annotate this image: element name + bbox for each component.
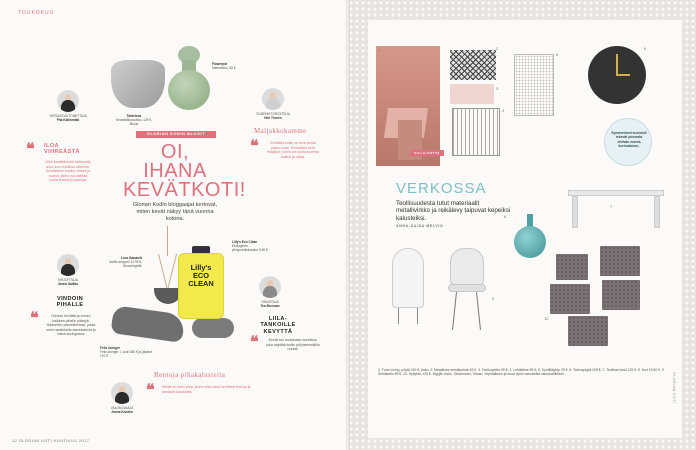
blog-ribbon: GLORIAN KODIN BLOGIT	[136, 131, 216, 138]
blogger-5-text: Meillä on pieni piha, jonne etsin tänä keväänä rentoja ja kestäviä kalusteita.	[162, 385, 251, 394]
product-credits: 1. Form Living -pöytä 249 €, Asko. 2. Metallinen seinäkoriste 49 €. 3. Torkkupeitto 39 €. 4. Lehtiteline 59 €. 5. Kynttilälyhty 29 €. 6. Sohvapöytä 199 €. 7. Teollinen tuoli 129 €. 8. Kori 19,90 €. 9. Seinäkello 89 €. 10. Hyllykkö 149 €. Myyjät: Asko, Stockmann, Tiimari, Vepsäläinen ja muut hyvin varustellut sisustusliikkeet.	[378, 368, 665, 377]
headline-line-1: OI,	[160, 141, 190, 163]
section-label: TOUKOKUU	[18, 10, 55, 16]
right-title: VERKOSSA	[396, 180, 487, 197]
item-number-7: 7	[610, 204, 613, 209]
crates-image	[550, 246, 650, 346]
avatar-heli	[262, 88, 284, 110]
headline-line-2: IHANA	[143, 160, 207, 182]
bubble-text: Symmetriset kuviointi tekevät pinnasta ehtivän monta kurinaisinen.	[611, 131, 647, 148]
quote-mark-1-icon: ❝	[26, 141, 35, 158]
vertical-brand-text: GLORIAN KOTI	[672, 372, 676, 404]
headline-line-3: KEVÄTKOTI!	[123, 179, 246, 201]
avatar-jonna-kiviaho	[111, 382, 133, 404]
item-number-8: 8	[504, 214, 507, 219]
headline	[123, 141, 246, 201]
blanket-image	[450, 84, 494, 104]
quote-mark-3-icon: ❝	[250, 138, 259, 155]
blogger-2-credit: KIRJOITTAJA Jonna Saikku	[57, 278, 79, 286]
byline: ANNA-KAISA MELVIO	[396, 224, 444, 228]
avatar-piia	[57, 90, 79, 112]
chair-image	[444, 248, 490, 332]
mesh-panel-image	[450, 50, 496, 80]
blogger-5-title: Rentoja pihakalusteita	[154, 371, 226, 379]
item-number-4: 4	[502, 108, 505, 113]
blogger-1-title: ILOA VIHREÄSTÄ	[44, 143, 80, 156]
right-ribbon: VILLILUOTTA	[410, 150, 444, 156]
page-gutter	[346, 0, 350, 450]
item-number-6: 6	[644, 46, 647, 51]
pink-scene-image	[376, 46, 440, 166]
avatar-jonna-saikku	[57, 254, 79, 276]
blogger-1-text: Olen kevättä kohti käännetty aina, kun huhtikuu lähenee. Kevääseen kuuluu vihreä ja ruukut, joihin voi vaihtaa uusia kukkia ja kasveja.	[45, 160, 91, 183]
lead-text: Glorian Kodin bloggaajat kertovat, miten kevät näkyy tänä vuonna kotona.	[132, 202, 218, 222]
item-number-2: 2	[496, 46, 499, 51]
blogger-5-credit: VALOKUVAAJA Jonna Kiviaho	[110, 406, 134, 414]
hanger-caption: Lora Ihananiit Judith-amppeli 12,95 €, Bloomingville	[108, 256, 142, 268]
item-number-1: 1	[378, 48, 381, 53]
grey-vase-image	[107, 58, 169, 110]
lounger-caption: Felix lounger Felix-lounger 1 -tuoli 380 € ja jakkara 170 €	[100, 346, 153, 358]
magazine-rack-image	[452, 108, 500, 156]
right-lead: Teollisuudesta tutut materiaalit metallivirkko ja reikälevy taipuvat kepeiksi kalusteiksi.	[396, 200, 511, 222]
blogger-2-title: VINDOIN PIHALLE	[56, 296, 84, 309]
soap-bottle-image	[174, 246, 228, 320]
item-number-9: 9	[492, 296, 495, 301]
item-number-10: 10	[544, 316, 549, 321]
soap-caption: Lilly's Eco Clean Ekologinen yleispuhdistusaine 5,90 €	[232, 240, 268, 252]
avatar-tea	[259, 276, 281, 298]
blogger-4-title: LIILA-TANKOILLE KEVYTTÄ	[260, 316, 296, 335]
vase-caption: Taideteos Keramiikkaruukku, 129 €, Muuto	[116, 114, 152, 126]
lantern-image	[514, 54, 554, 116]
blogger-1-credit: VIERAILEVA TOIMITTAJA Piia Kalliomäki	[49, 114, 87, 122]
blogger-4-credit: SISUSTAJA Tea Brennan	[260, 300, 280, 308]
wall-clock-image	[588, 46, 646, 104]
right-page	[348, 0, 696, 450]
quote-mark-5-icon: ❝	[146, 382, 155, 399]
quote-mark-4-icon: ❝	[250, 334, 259, 351]
blogger-2-text: Odotan kevättä ja ennen kaikkea pihalle pääsyä. Haaveilen parvekkeesta, jossa voisi nautiskella aamukahvia ja lukea auringossa.	[46, 314, 96, 337]
info-bubble	[604, 118, 652, 166]
blogger-3-credit: TAIDEHISTORIOITSIJA Heli Thorén	[255, 112, 291, 120]
flowerpot-caption: Flowerpot Marimekko, 65 €	[212, 62, 236, 70]
floor-lamp-image	[392, 248, 424, 326]
soap-bottle-label: Lilly's ECO CLEAN	[188, 263, 214, 288]
item-number-3: 3	[496, 86, 499, 91]
teal-vase-image	[510, 214, 550, 258]
perforated-table-image	[568, 190, 664, 230]
page-footer: 12 GLORIAN KOTI HUHTIKUU 2017	[12, 438, 90, 443]
blogger-3-text: Keväällä kotiin on kiva tuoda jotain uutta. Suosikkini ovat maljakot, joihin voi koota tuoreita kukkia ja oksia.	[266, 141, 320, 159]
quote-mark-2-icon: ❝	[30, 310, 39, 327]
blogger-4-text: Kevät tuo mukanaan aurinkoa, joka näyttää kodin pölyisimmätkin nurkat.	[266, 338, 320, 352]
blogger-3-title: Maljakkokamme	[254, 127, 307, 135]
item-number-5: 5	[556, 52, 559, 57]
green-flowerpot-image	[166, 46, 212, 124]
